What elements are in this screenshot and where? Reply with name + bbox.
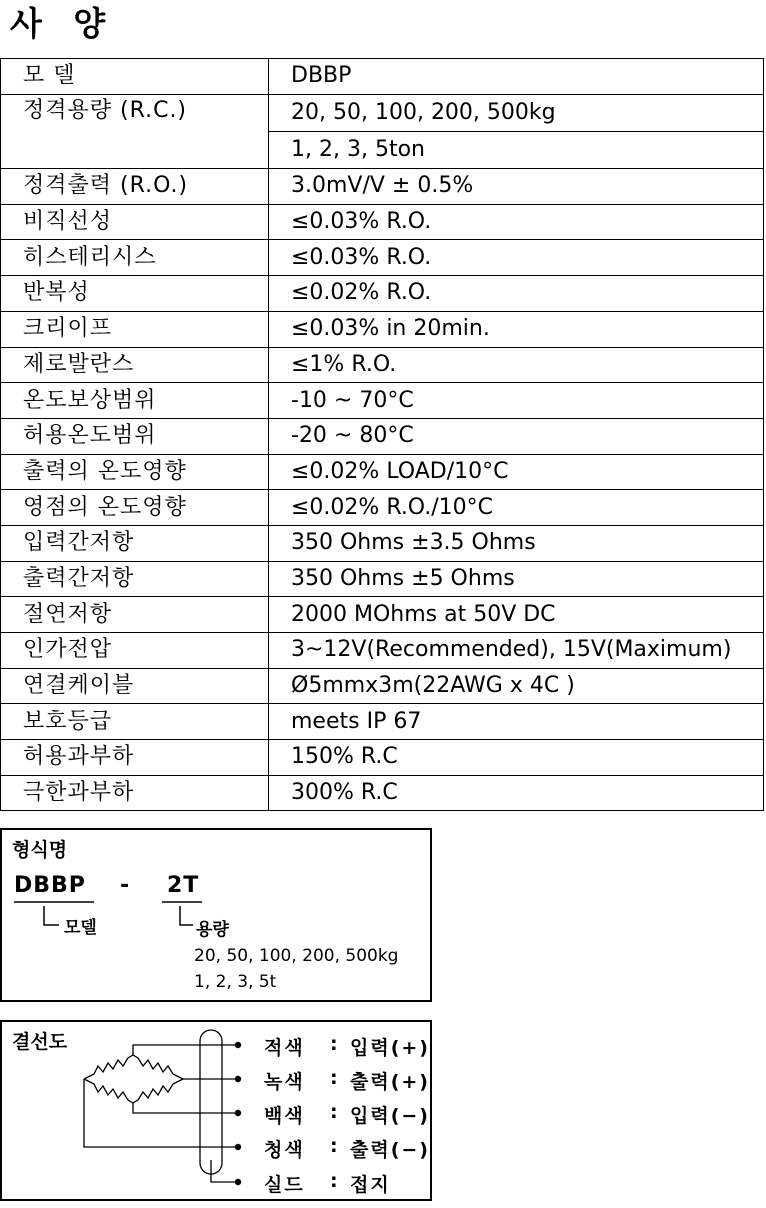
spec-value: ≤0.02% R.O. — [269, 276, 764, 312]
spec-value: ≤0.02% LOAD/10°C — [269, 454, 764, 490]
bridge-resistor — [84, 1055, 133, 1079]
wire-color-label: 청색 — [264, 1139, 305, 1161]
spec-label: 히스테리시스 — [1, 240, 269, 276]
wire-signal-label: 입력(−) — [350, 1105, 430, 1127]
spec-value: ≤0.02% R.O./10°C — [269, 490, 764, 526]
spec-value: 350 Ohms ±3.5 Ohms — [269, 525, 764, 561]
spec-value: 3~12V(Recommended), 15V(Maximum) — [269, 633, 764, 669]
spec-row — [1, 740, 764, 776]
spec-row — [1, 418, 764, 454]
spec-value: 20, 50, 100, 200, 500kg — [269, 94, 764, 131]
spec-row — [1, 347, 764, 383]
wire-separator: : — [330, 1067, 340, 1089]
bridge-resistor — [133, 1079, 183, 1103]
capacity-code: 2T — [167, 873, 200, 898]
spec-label: 정격출력 (R.O.) — [1, 169, 269, 205]
spec-label: 비직선성 — [1, 204, 269, 240]
capacity-options-kg: 20, 50, 100, 200, 500kg — [194, 946, 399, 966]
wire-signal-label: 접지 — [350, 1174, 391, 1196]
spec-row — [1, 204, 764, 240]
model-box-title: 형식명 — [12, 839, 68, 861]
spec-value: -10 ~ 70°C — [269, 383, 764, 419]
spec-label: 정격용량 (R.C.) — [1, 94, 269, 168]
spec-value: ≤1% R.O. — [269, 347, 764, 383]
spec-row — [1, 276, 764, 312]
wire-separator: : — [330, 1170, 340, 1192]
wire-color-label: 녹색 — [264, 1071, 305, 1093]
spec-row — [1, 59, 764, 95]
spec-label: 반복성 — [1, 276, 269, 312]
spec-value: 3.0mV/V ± 0.5% — [269, 169, 764, 205]
wire-signal-label: 입력(+) — [350, 1037, 430, 1059]
spec-value: ≤0.03% R.O. — [269, 204, 764, 240]
bridge-resistor — [84, 1079, 133, 1103]
spec-label: 입력간저항 — [1, 525, 269, 561]
model-dash: - — [120, 873, 131, 898]
wire-separator: : — [330, 1101, 340, 1123]
wire-separator: : — [330, 1135, 340, 1157]
spec-label: 절연저항 — [1, 597, 269, 633]
wire-color-label: 실드 — [264, 1174, 305, 1196]
wire-signal-label: 출력(−) — [350, 1139, 430, 1161]
spec-value: 300% R.C — [269, 775, 764, 811]
spec-row — [1, 383, 764, 419]
spec-row — [1, 490, 764, 526]
capacity-caption: 용량 — [196, 920, 229, 940]
spec-label: 허용과부하 — [1, 740, 269, 776]
spec-value: 1, 2, 3, 5ton — [269, 131, 764, 168]
spec-row — [1, 525, 764, 561]
model-caption: 모델 — [64, 918, 97, 938]
model-code: DBBP — [14, 873, 86, 898]
spec-label: 영점의 온도영향 — [1, 490, 269, 526]
wiring-diagram-box — [0, 1020, 432, 1201]
spec-row — [1, 240, 764, 276]
spec-label: 연결케이블 — [1, 668, 269, 704]
spec-row — [1, 311, 764, 347]
spec-row — [1, 668, 764, 704]
wire-separator: : — [330, 1033, 340, 1055]
wire-signal-label: 출력(+) — [350, 1071, 430, 1093]
spec-label: 크리이프 — [1, 311, 269, 347]
spec-label: 극한과부하 — [1, 775, 269, 811]
spec-label: 허용온도범위 — [1, 418, 269, 454]
spec-value: 350 Ohms ±5 Ohms — [269, 561, 764, 597]
spec-row — [1, 633, 764, 669]
bridge-resistor — [133, 1055, 183, 1079]
model-designation-box — [0, 828, 432, 1002]
wiring-box-title: 결선도 — [12, 1031, 68, 1053]
capacity-options-ton: 1, 2, 3, 5t — [194, 972, 277, 992]
spec-row — [1, 704, 764, 740]
spec-row — [1, 775, 764, 811]
spec-value: 150% R.C — [269, 740, 764, 776]
spec-label: 보호등급 — [1, 704, 269, 740]
spec-value: Ø5mmx3m(22AWG x 4C ) — [269, 668, 764, 704]
spec-label: 제로발란스 — [1, 347, 269, 383]
spec-label: 인가전압 — [1, 633, 269, 669]
spec-table — [0, 58, 764, 811]
spec-row — [1, 597, 764, 633]
spec-row — [1, 94, 764, 131]
spec-label: 온도보상범위 — [1, 383, 269, 419]
spec-value: 2000 MOhms at 50V DC — [269, 597, 764, 633]
wire-color-label: 백색 — [264, 1105, 305, 1127]
shield-tube — [200, 1030, 222, 1174]
spec-value: DBBP — [269, 59, 764, 95]
spec-label: 모 델 — [1, 59, 269, 95]
spec-row — [1, 169, 764, 205]
spec-label: 출력의 온도영향 — [1, 454, 269, 490]
spec-label: 출력간저항 — [1, 561, 269, 597]
spec-value: ≤0.03% R.O. — [269, 240, 764, 276]
page-title: 사 양 — [10, 4, 116, 43]
spec-value: -20 ~ 80°C — [269, 418, 764, 454]
spec-row — [1, 561, 764, 597]
wire-color-label: 적색 — [264, 1037, 305, 1059]
spec-value: meets IP 67 — [269, 704, 764, 740]
spec-row — [1, 454, 764, 490]
spec-value: ≤0.03% in 20min. — [269, 311, 764, 347]
